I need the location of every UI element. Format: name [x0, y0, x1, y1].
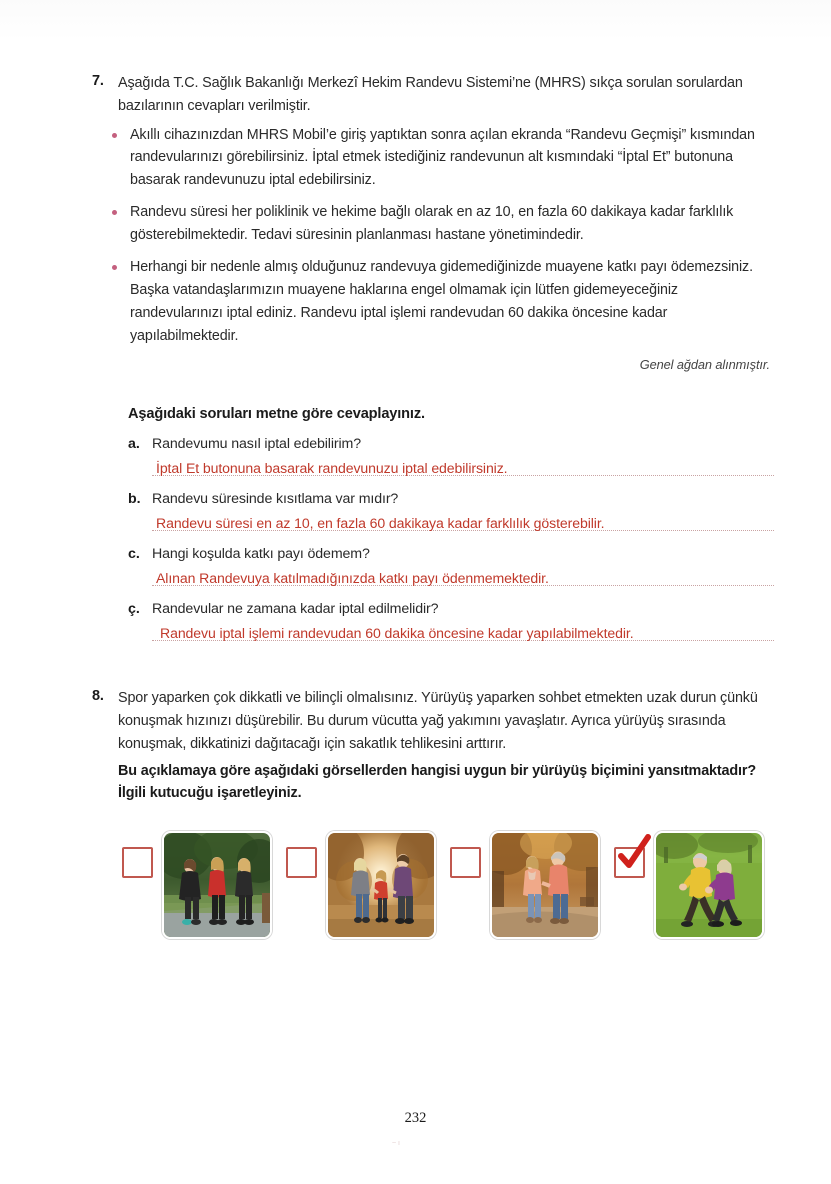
option-4[interactable] [614, 831, 764, 939]
answer-field-b[interactable] [152, 511, 774, 533]
three-women-walking-talking-park-photo [162, 831, 272, 939]
handwritten-answer: Alınan Randevuya katılmadığınızda katkı payı ödenmemektedir. [156, 570, 549, 587]
sub-question-b [128, 491, 774, 533]
bullet-dot-icon [112, 124, 130, 138]
bullet-item [112, 201, 774, 247]
sub-question-letter: ç. [128, 601, 140, 618]
bullet-text: Akıllı cihazınızdan MHRS Mobil’e giriş yaptıktan sonra açılan ekranda “Randevu Geçmişi” kısmından randevularınızı görebilirsiniz. İptal etmek istediğiniz randevunun alt kısmındaki “İptal Et” butonuna basarak randevunuzu iptal edebilirsiniz. [130, 126, 755, 189]
option-3[interactable] [450, 831, 600, 939]
sub-question-letter: a. [128, 436, 140, 453]
sub-question-text: Randevu süresinde kısıtlama var mıdır? [152, 491, 399, 508]
option-4-checkbox[interactable] [614, 847, 645, 878]
bullet-text: Herhangi bir nedenle almış olduğunuz randevuya gidemediğinizde muayene katkı payı ödemezsiniz. Başka vatandaşlarımızın muayene haklarına engel olmamak için lütfen gidemeyeceğiniz randevularınızı iptal ediniz. Randevu iptal işlemi randevudan 60 dakika öncesine kadar yapılabilmektedir. [130, 258, 753, 344]
handwritten-answer: Randevu süresi en az 10, en fazla 60 dakikaya kadar farklılık gösterebilir. [156, 515, 605, 532]
question-7-prompt: Aşağıda T.C. Sağlık Bakanlığı Merkezî Hekim Randevu Sistemi’ne (MHRS) sıkça sorulan sorulardan bazılarının cevapları verilmiştir. [118, 75, 743, 114]
sub-question-letter: c. [128, 546, 140, 563]
sub-question-c [128, 546, 774, 588]
older-couple-walking-arm-in-arm-autumn-photo [490, 831, 600, 939]
answer-field-c-cedilla[interactable] [152, 621, 774, 643]
handwritten-answer: İptal Et butonuna basarak randevunuzu iptal edebilirsiniz. [156, 460, 508, 477]
option-2-checkbox[interactable] [286, 847, 317, 878]
check-mark-icon [613, 833, 653, 873]
answer-field-a[interactable] [152, 456, 774, 478]
sub-question-letter: b. [128, 491, 141, 508]
source-attribution: Genel ağdan alınmıştır. [639, 357, 770, 373]
sub-question-text: Hangi koşulda katkı payı ödemem? [152, 546, 370, 563]
sub-question-text: Randevular ne zamana kadar iptal edilmelidir? [152, 601, 439, 618]
option-1-checkbox[interactable] [122, 847, 153, 878]
bullet-item [112, 256, 774, 348]
bullet-dot-icon [112, 201, 130, 215]
option-3-checkbox[interactable] [450, 847, 481, 878]
footer-artifact: ~ ı [392, 1140, 400, 1147]
family-walking-holding-hands-autumn-photo [326, 831, 436, 939]
sub-question-c-cedilla [128, 601, 774, 643]
answer-field-c[interactable] [152, 566, 774, 588]
option-1[interactable] [122, 831, 272, 939]
scan-tint [0, 0, 831, 40]
couple-brisk-walking-grass-field-photo [654, 831, 764, 939]
question-7-bullet-list [92, 124, 774, 348]
sub-question-text: Randevumu nasıl iptal edebilirim? [152, 436, 361, 453]
question-7 [92, 72, 774, 118]
sub-question-a [128, 436, 774, 478]
question-8-paragraph: Spor yaparken çok dikkatli ve bilinçli olmalısınız. Yürüyüş yaparken sohbet etmekten uzak durun çünkü konuşmak hızınızı düşürebilir. Bu durum vücutta yağ yakımını yavaşlatır. Ayrıca yürüyüş sırasında konuşmak, dikkatinizi dağıtacağı için sakatlık tehlikesini arttırır. [118, 690, 758, 752]
bullet-item [112, 124, 774, 193]
image-options-row [122, 831, 774, 939]
question-8 [92, 687, 774, 939]
sub-question-list [128, 436, 774, 643]
handwritten-answer: Randevu iptal işlemi randevudan 60 dakika öncesine kadar yapılabilmektedir. [160, 625, 634, 642]
bullet-dot-icon [112, 256, 130, 270]
option-2[interactable] [286, 831, 436, 939]
question-8-number: 8. [92, 688, 104, 705]
question-8-bold-prompt: Bu açıklamaya göre aşağıdaki görsellerden hangisi uygun bir yürüyüş biçimini yansıtmaktadır? İlgili kutucuğu işaretleyiniz. [118, 762, 756, 802]
page-content [92, 72, 774, 939]
bullet-text: Randevu süresi her poliklinik ve hekime bağlı olarak en az 10, en fazla 60 dakikaya kadar farklılık gösterebilmektedir. Tedavi süresinin planlanması hastane yönetimindedir. [130, 204, 734, 243]
answer-instruction: Aşağıdaki soruları metne göre cevaplayınız. [128, 406, 425, 423]
question-7-number: 7. [92, 73, 104, 89]
page-number: 232 [404, 1110, 427, 1126]
